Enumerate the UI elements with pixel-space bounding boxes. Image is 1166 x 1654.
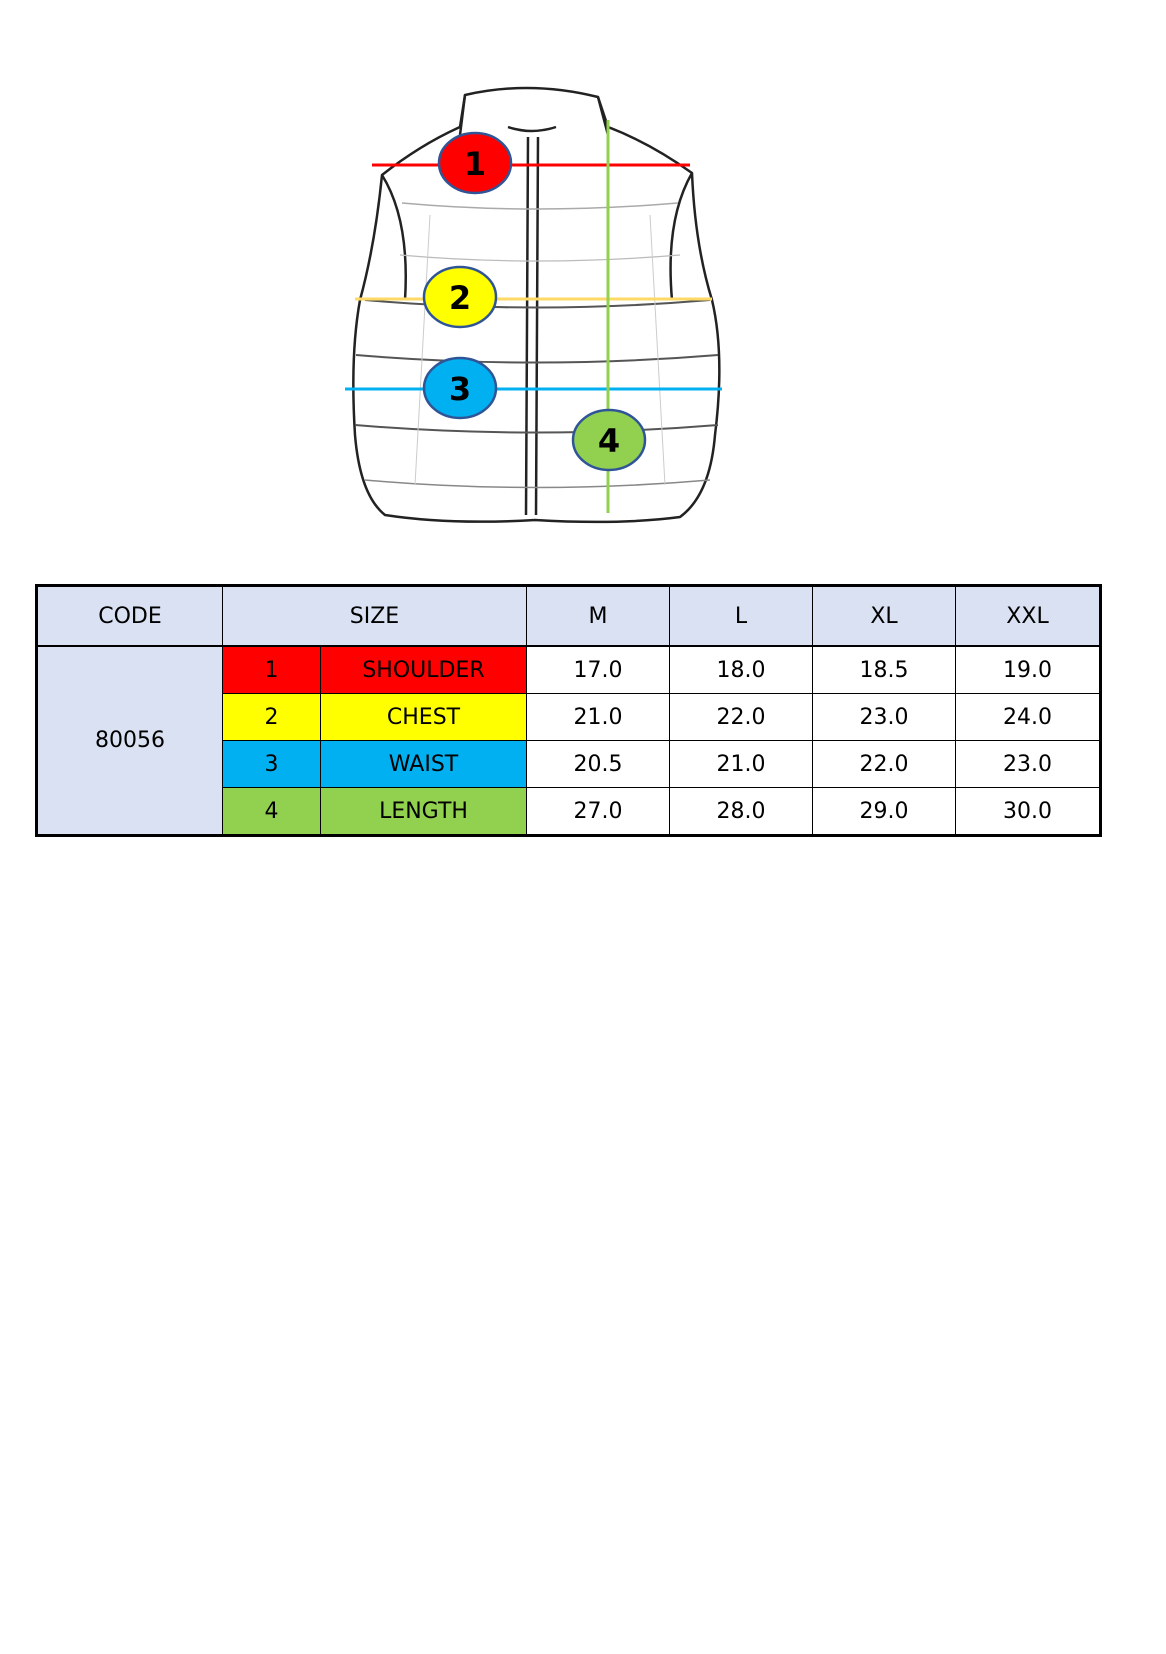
row-number: 3: [223, 741, 321, 788]
marker-3-label: 3: [448, 370, 472, 408]
cell-value: 21.0: [527, 694, 670, 741]
cell-value: 22.0: [670, 694, 813, 741]
cell-value: 19.0: [956, 646, 1101, 694]
cell-value: 20.5: [527, 741, 670, 788]
table-row: [37, 646, 1101, 694]
cell-value: 30.0: [956, 788, 1101, 836]
vest-measurement-diagram: [320, 55, 820, 555]
marker-1-label: 1: [463, 145, 487, 183]
marker-2-badge: [424, 267, 496, 327]
cell-value: 21.0: [670, 741, 813, 788]
header-size-l: L: [670, 586, 813, 647]
header-size-m: M: [527, 586, 670, 647]
cell-value: 17.0: [527, 646, 670, 694]
marker-4-label: 4: [597, 422, 621, 460]
header-code: CODE: [37, 586, 223, 647]
header-size: SIZE: [223, 586, 527, 647]
marker-1-badge: [439, 133, 511, 193]
cell-value: 28.0: [670, 788, 813, 836]
row-measurement: SHOULDER: [321, 646, 527, 694]
vest-illustration: [320, 55, 820, 555]
marker-4-badge: [573, 410, 645, 470]
product-code: 80056: [37, 646, 223, 836]
cell-value: 18.0: [670, 646, 813, 694]
cell-value: 29.0: [813, 788, 956, 836]
header-size-xl: XL: [813, 586, 956, 647]
cell-value: 24.0: [956, 694, 1101, 741]
row-measurement: LENGTH: [321, 788, 527, 836]
cell-value: 23.0: [956, 741, 1101, 788]
row-number: 4: [223, 788, 321, 836]
size-chart-table: [35, 584, 1102, 837]
table-header-row: [37, 586, 1101, 647]
row-measurement: WAIST: [321, 741, 527, 788]
cell-value: 22.0: [813, 741, 956, 788]
cell-value: 23.0: [813, 694, 956, 741]
marker-3-badge: [424, 358, 496, 418]
marker-2-label: 2: [448, 279, 472, 317]
row-measurement: CHEST: [321, 694, 527, 741]
row-number: 1: [223, 646, 321, 694]
row-number: 2: [223, 694, 321, 741]
cell-value: 18.5: [813, 646, 956, 694]
header-size-xxl: XXL: [956, 586, 1101, 647]
cell-value: 27.0: [527, 788, 670, 836]
